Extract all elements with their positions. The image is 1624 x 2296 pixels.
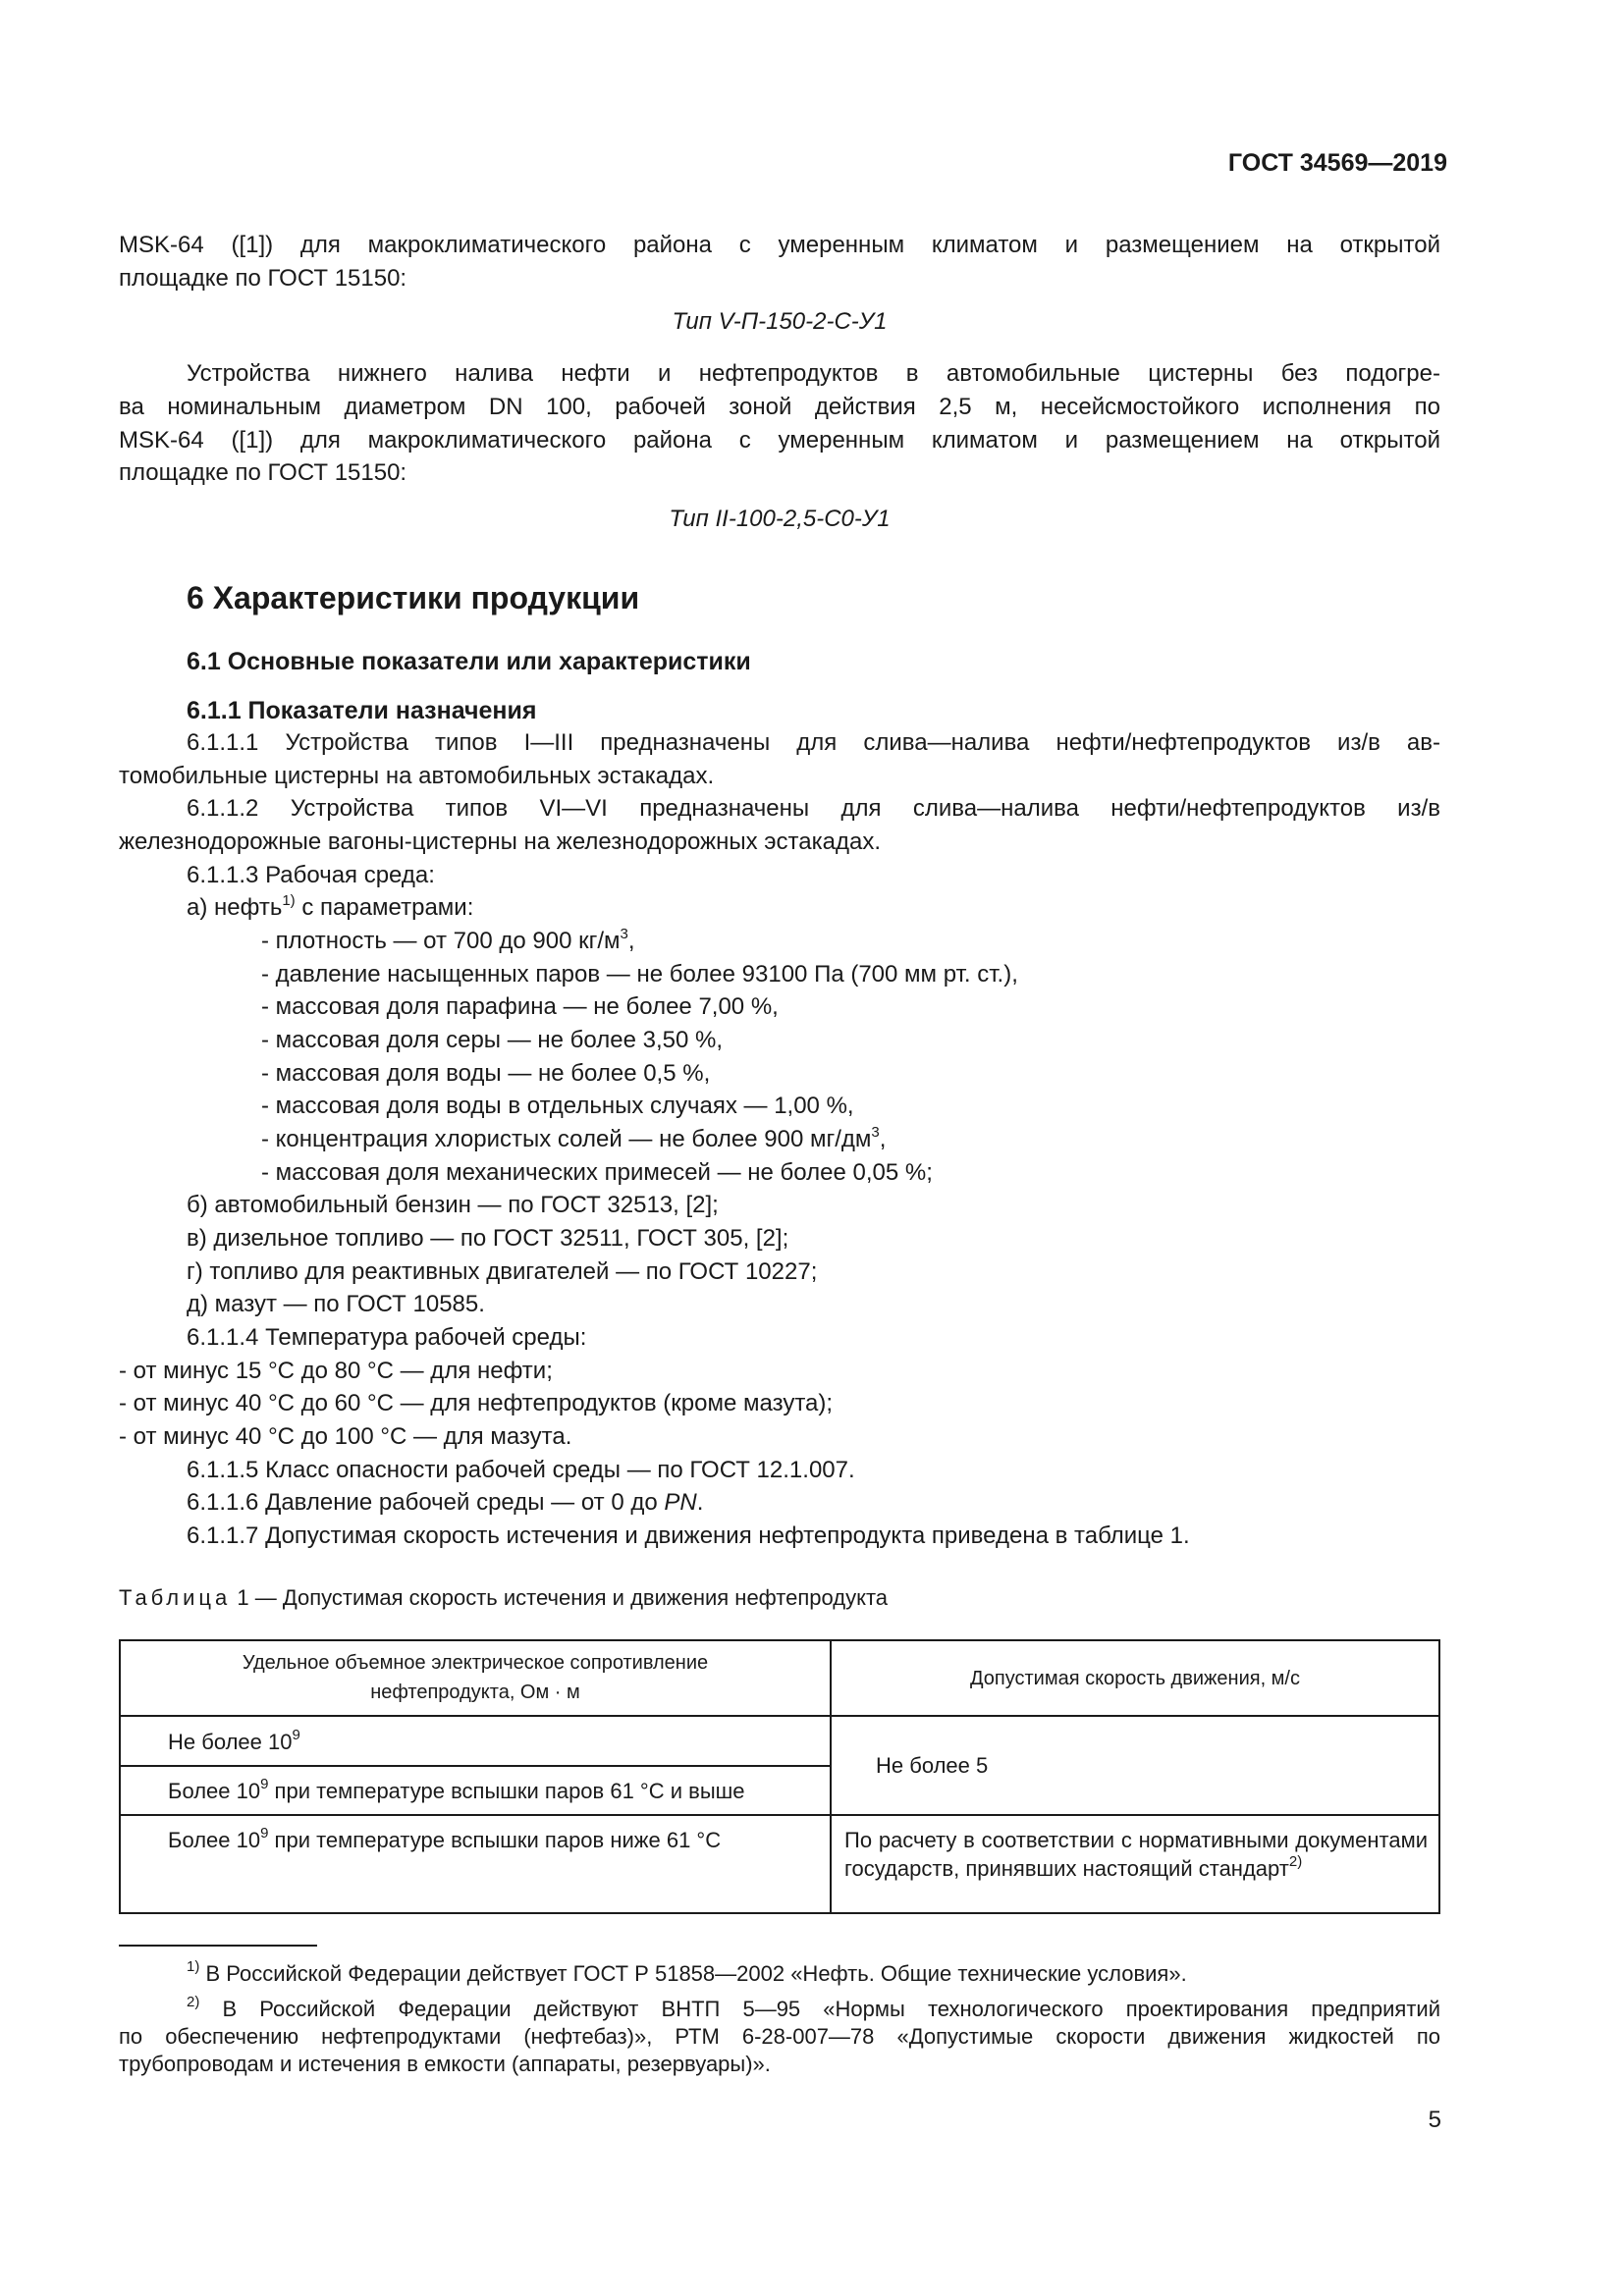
param-water-special: - массовая доля воды в отдельных случаях — 1,00 %,	[261, 1093, 854, 1119]
intro-paragraph-1-line-2: площадке по ГОСТ 15150:	[119, 265, 407, 292]
clause-6-1-1-5: 6.1.1.5 Класс опасности рабочей среды — по ГОСТ 12.1.007.	[187, 1457, 855, 1483]
param-vapor-pressure: - давление насыщенных паров — не более 93100 Па (700 мм рт. ст.),	[261, 961, 1018, 988]
list-item-v: в) дизельное топливо — по ГОСТ 32511, ГОСТ 305, [2];	[187, 1225, 789, 1252]
type-designation-2: Тип II-100-2,5-С0-У1	[669, 506, 891, 532]
table-merged-speed-value: Не более 5	[876, 1753, 989, 1778]
footnote-2-line-3: трубопроводам и истечения в емкости (аппараты, резервуары)».	[119, 2052, 771, 2076]
footnote-1: $^{1)}$ В Российской Федерации действует ГОСТ Р 51858—2002 «Нефть. Общие технические условия».	[187, 1958, 1187, 1986]
subsection-6-1-1-title: 6.1.1 Показатели назначения	[187, 697, 537, 724]
list-item-d: д) мазут — по ГОСТ 10585.	[187, 1291, 485, 1317]
temperature-oil: - от минус 15 °С до 80 °С — для нефти;	[119, 1358, 553, 1384]
temperature-fuel-oil: - от минус 40 °С до 100 °С — для мазута.	[119, 1423, 572, 1450]
param-paraffin: - массовая доля парафина — не более 7,00 %,	[261, 993, 779, 1020]
clause-6-1-1-3: 6.1.1.3 Рабочая среда:	[187, 862, 435, 888]
param-mechanical: - массовая доля механических примесей — не более 0,05 %;	[261, 1159, 933, 1186]
list-item-g: г) топливо для реактивных двигателей — по ГОСТ 10227;	[187, 1258, 818, 1285]
table-row-1-resistivity: Не более $10^9$	[168, 1727, 300, 1754]
table-caption: Таблица 1 — Допустимая скорость истечения и движения нефтепродукта	[119, 1585, 889, 1610]
clause-6-1-1-4: 6.1.1.4 Температура рабочей среды:	[187, 1324, 587, 1351]
table-row-divider-1	[121, 1765, 830, 1767]
param-sulfur: - массовая доля серы — не более 3,50 %,	[261, 1027, 723, 1053]
clause-6-1-1-1-line-2: томобильные цистерны на автомобильных эстакадах.	[119, 763, 715, 789]
section-6-title: 6 Характеристики продукции	[187, 580, 640, 615]
intro-paragraph-2-line-1: Устройства нижнего налива нефти и нефтепродуктов в автомобильные цистерны без подогре-	[187, 360, 1440, 387]
subsection-6-1-title: 6.1 Основные показатели или характеристики	[187, 648, 751, 675]
param-chloride: - концентрация хлористых солей — не более 900 $мг/дм^3$,	[261, 1124, 887, 1152]
intro-paragraph-1-line-1: MSK-64 ([1]) для макроклиматического района с умеренным климатом и размещением на открытой	[119, 232, 1440, 258]
page-number: 5	[1428, 2107, 1441, 2133]
table-row-divider-2	[121, 1814, 1438, 1816]
table-row-3-speed-value: По расчету в соответствии с нормативными документами государств, принявших настоящий стандарт$^{2)}$	[844, 1828, 1428, 1881]
clause-6-1-1-1-line-1: 6.1.1.1 Устройства типов I—III предназначены для слива—налива нефти/нефтепродуктов из/в ав-	[187, 729, 1440, 756]
intro-paragraph-2-line-3: MSK-64 ([1]) для макроклиматического района с умеренным климатом и размещением на открытой	[119, 427, 1440, 454]
clause-6-1-1-2-line-1: 6.1.1.2 Устройства типов VI—VI предназначены для слива—налива нефти/нефтепродуктов из/в	[187, 795, 1440, 822]
list-item-a: а) нефть$^{1)}$ с параметрами:	[187, 892, 474, 921]
footnote-ref-1: 1)	[282, 892, 296, 909]
footnote-separator	[119, 1945, 317, 1947]
clause-6-1-1-2-line-2: железнодорожные вагоны-цистерны на железнодорожных эстакадах.	[119, 828, 881, 855]
footnote-2-line-1: $^{2)}$ В Российской Федерации действуют ВНТП 5—95 «Нормы технологического проектирования предприятий	[187, 1994, 1440, 2021]
clause-6-1-1-6: 6.1.1.6 Давление рабочей среды — от 0 до PN.	[187, 1489, 704, 1516]
footnote-2-line-2: по обеспечению нефтепродуктами (нефтебаз)», РТМ 6-28-007—78 «Допустимые скорости движения жидкостей по	[119, 2024, 1440, 2049]
intro-paragraph-2-line-2: ва номинальным диаметром DN 100, рабочей зоной действия 2,5 м, несейсмостойкого исполнения по	[119, 394, 1440, 420]
document-header-id: ГОСТ 34569—2019	[1227, 149, 1447, 177]
clause-6-1-1-7: 6.1.1.7 Допустимая скорость истечения и движения нефтепродукта приведена в таблице 1.	[187, 1522, 1190, 1549]
type-designation-1: Тип V-П-150-2-С-У1	[672, 308, 888, 335]
intro-paragraph-2-line-4: площадке по ГОСТ 15150:	[119, 459, 407, 486]
table-row-3-resistivity: Более $10^9$ при температуре вспышки паров ниже 61 °С	[168, 1825, 722, 1852]
table-row-2-resistivity: Более $10^9$ при температуре вспышки паров 61 °С и выше	[168, 1776, 745, 1803]
temperature-products: - от минус 40 °С до 60 °С — для нефтепродуктов (кроме мазута);	[119, 1390, 834, 1416]
param-water: - массовая доля воды — не более 0,5 %,	[261, 1060, 711, 1087]
table-header-resistivity: Удельное объемное электрическое сопротивление нефтепродукта, Ом · м	[242, 1652, 709, 1703]
table-1	[119, 1639, 1440, 1914]
param-density: - плотность — от 700 до 900 $кг/м^3$,	[261, 926, 635, 954]
table-header-speed: Допустимая скорость движения, м/с	[969, 1668, 1300, 1689]
list-item-b: б) автомобильный бензин — по ГОСТ 32513, [2];	[187, 1192, 719, 1218]
table-header-divider	[121, 1715, 1438, 1717]
